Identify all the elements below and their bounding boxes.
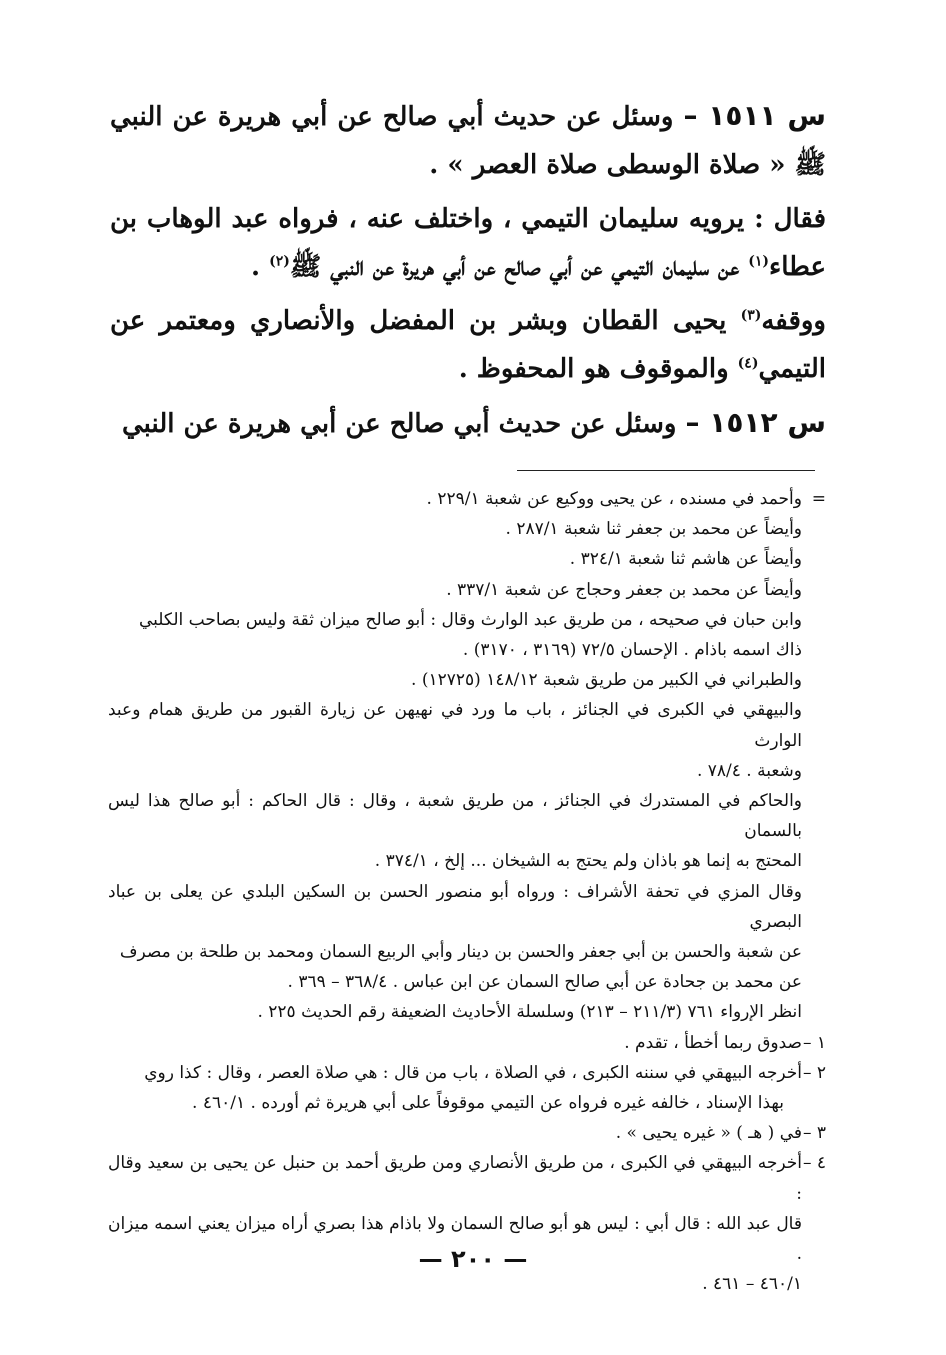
footnote-number: ٣ – [802,1123,826,1144]
footnote-separator [517,470,815,471]
question-text: وسئل عن حديث أبي صالح عن أبي هريرة عن النبي ﷺ « صلاة الوسطى صلاة العصر » . [110,102,826,180]
question-number: س ١٥١٢ – [685,406,826,439]
footnote-line: عن محمد بن جحادة عن أبي صالح السمان عن ابن عباس . ٣٦٨/٤ – ٣٦٩ . [287,972,802,993]
answer-text: يحيى القطان وبشر بن المفضل والأنصاري ومعتمر عن التيمي [110,306,826,384]
footnote-line: وأيضاً عن محمد بن جعفر وحجاج عن شعبة ٣٣٧/١ . [446,579,802,600]
footnote-4: ٤ – أخرجه البيهقي في الكبرى ، من طريق الأنصاري ومن طريق أحمد بن حنبل عن يحيى بن سعيد وقال : [108,1148,826,1208]
answer-text: والموقوف هو المحفوظ . [458,354,738,384]
footnote-line: وابن حبان في صحيحه ، من طريق عبد الوارث وقال : أبو صالح ميزان ثقة وليس بصاحب الكلبي [139,609,802,630]
answer-text: ووقفه [761,306,826,336]
continuation-mark: = [811,489,826,509]
footnote-line: والبيهقي في الكبرى في الجنائز ، باب ما ورد في نهيهن عن زيارة القبور من طريق همام وعبد الوارث [108,700,802,751]
footnote-line: عن شعبة والحسن بن أبي جعفر والحسن بن دينار وأبي الربيع السمان ومحمد بن طلحة بن مصرف [119,942,802,963]
question-1512 [110,399,826,448]
question-number: س ١٥١١ – [683,99,827,132]
footnote-line: بهذا الإسناد ، خالفه غيره فرواه عن التيمي موقوفاً على أبي هريرة ثم أورده . ٤٦٠/١ . [192,1093,784,1114]
footnote-line: وشعبة . ٧٨/٤ . [696,760,802,781]
footnote-2: ٢ – أخرجه البيهقي في سننه الكبرى ، في الصلاة ، باب من قال : هي صلاة العصر ، وقال : كذا روي [108,1058,826,1088]
question-text: وسئل عن حديث أبي صالح عن أبي هريرة عن النبي [121,409,677,439]
answer-paragraph-2 [110,297,826,393]
footnote-3: ٣ – في ( هـ ) « غيره يحيى » . [108,1118,826,1148]
footnote-line: المحتج به إنما هو باذان ولم يحتج به الشيخان ... إلخ ، ٣٧٤/١ . [374,851,802,872]
footnote-ref-1[interactable]: (١) [748,253,769,270]
footnotes [108,484,826,1299]
answer-paragraph-1 [110,195,826,291]
footnote-line: وأيضاً عن محمد بن جعفر ثنا شعبة ٢٨٧/١ . [505,519,802,540]
footnote-ref-4[interactable]: (٤) [737,355,759,372]
footnote-line: ذاك اسمه باذام . الإحسان ٧٢/٥ (٣١٦٩ ، ٣١٧٠) . [462,640,802,661]
footnote-line: قال عبد الله : قال أبي : ليس هو أبو صالح السمان ولا باذام هذا بصري أراه ميزان يعني اسمه ميزان . [108,1213,802,1265]
page-number: — ٢٠٠ — [418,1245,528,1273]
footnote-line: ٤٦٠/١ – ٤٦١ . [702,1274,802,1295]
footnote-number: ٤ – [802,1153,826,1174]
footnote-line: = وأحمد في مسنده ، عن يحيى ووكيع عن شعبة ٢٢٩/١ . [108,484,826,514]
answer-text: فقال : يرويه سليمان التيمي ، واختلف عنه ، فرواه عبد الوهاب بن عطاء [110,204,826,282]
footnote-line: والحاكم في المستدرك في الجنائز ، من طريق شعبة ، وقال : قال الحاكم : أبو صالح هذا ليس بالسمان [108,791,802,842]
footnote-number: ٢ – [802,1062,826,1083]
footnote-number: ١ – [802,1032,826,1053]
answer-text: . [250,252,270,282]
footnote-line: والطبراني في الكبير من طريق شعبة ١٤٨/١٢ (١٢٧٢٥) . [411,670,802,691]
footnote-line: وقال المزي في تحفة الأشراف : ورواه أبو منصور الحسن بن السكين البلدي عن يعلى بن عباد البصري [108,881,802,932]
footnote-ref-2[interactable]: (٢) [269,253,290,270]
main-text [110,92,826,454]
footnote-1: ١ – صدوق ربما أخطأ ، تقدم . [108,1028,826,1058]
footnote-line: انظر الإرواء ٧٦١ (٢١١/٣ – ٢١٣) وسلسلة الأحاديث الضعيفة رقم الحديث ٢٢٥ . [257,1002,802,1023]
question-1511 [110,92,826,189]
footnote-ref-3[interactable]: (٣) [740,307,762,324]
answer-text: عن سليمان التيمي عن أبي صالح عن أبي هريرة عن النبي ﷺ [289,252,749,282]
footnote-line: وأيضاً عن هاشم ثنا شعبة ٣٢٤/١ . [569,549,802,570]
